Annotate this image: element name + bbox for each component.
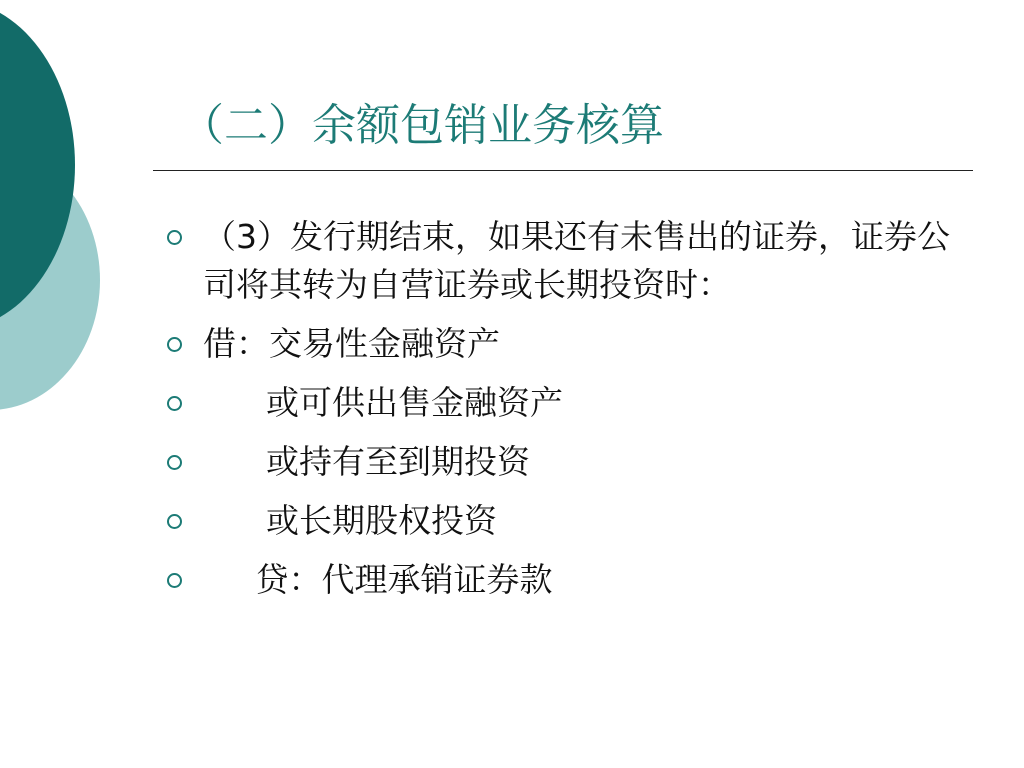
bullet-text: 或持有至到期投资	[203, 442, 530, 481]
bullet-text: 贷：代理承销证券款	[203, 560, 553, 599]
bullet-item	[165, 320, 955, 368]
bullet-circle-icon	[167, 396, 182, 411]
bullet-item	[165, 438, 955, 486]
bullet-list	[165, 213, 955, 615]
title-divider	[153, 170, 973, 171]
bullet-circle-icon	[167, 230, 182, 245]
bullet-item	[165, 556, 955, 604]
bullet-text: （3）发行期结束，如果还有未售出的证券，证券公司将其转为自营证券或长期投资时：	[203, 217, 950, 304]
bullet-text: 或可供出售金融资产	[203, 383, 563, 422]
bullet-circle-icon	[167, 337, 182, 352]
bullet-text: 借：交易性金融资产	[203, 324, 500, 363]
bullet-item	[165, 497, 955, 545]
bullet-item	[165, 213, 955, 309]
bullet-circle-icon	[167, 573, 182, 588]
bullet-circle-icon	[167, 455, 182, 470]
bullet-item	[165, 379, 955, 427]
bullet-circle-icon	[167, 514, 182, 529]
bullet-text: 或长期股权投资	[203, 501, 497, 540]
slide-title: （二）余额包销业务核算	[180, 100, 664, 151]
